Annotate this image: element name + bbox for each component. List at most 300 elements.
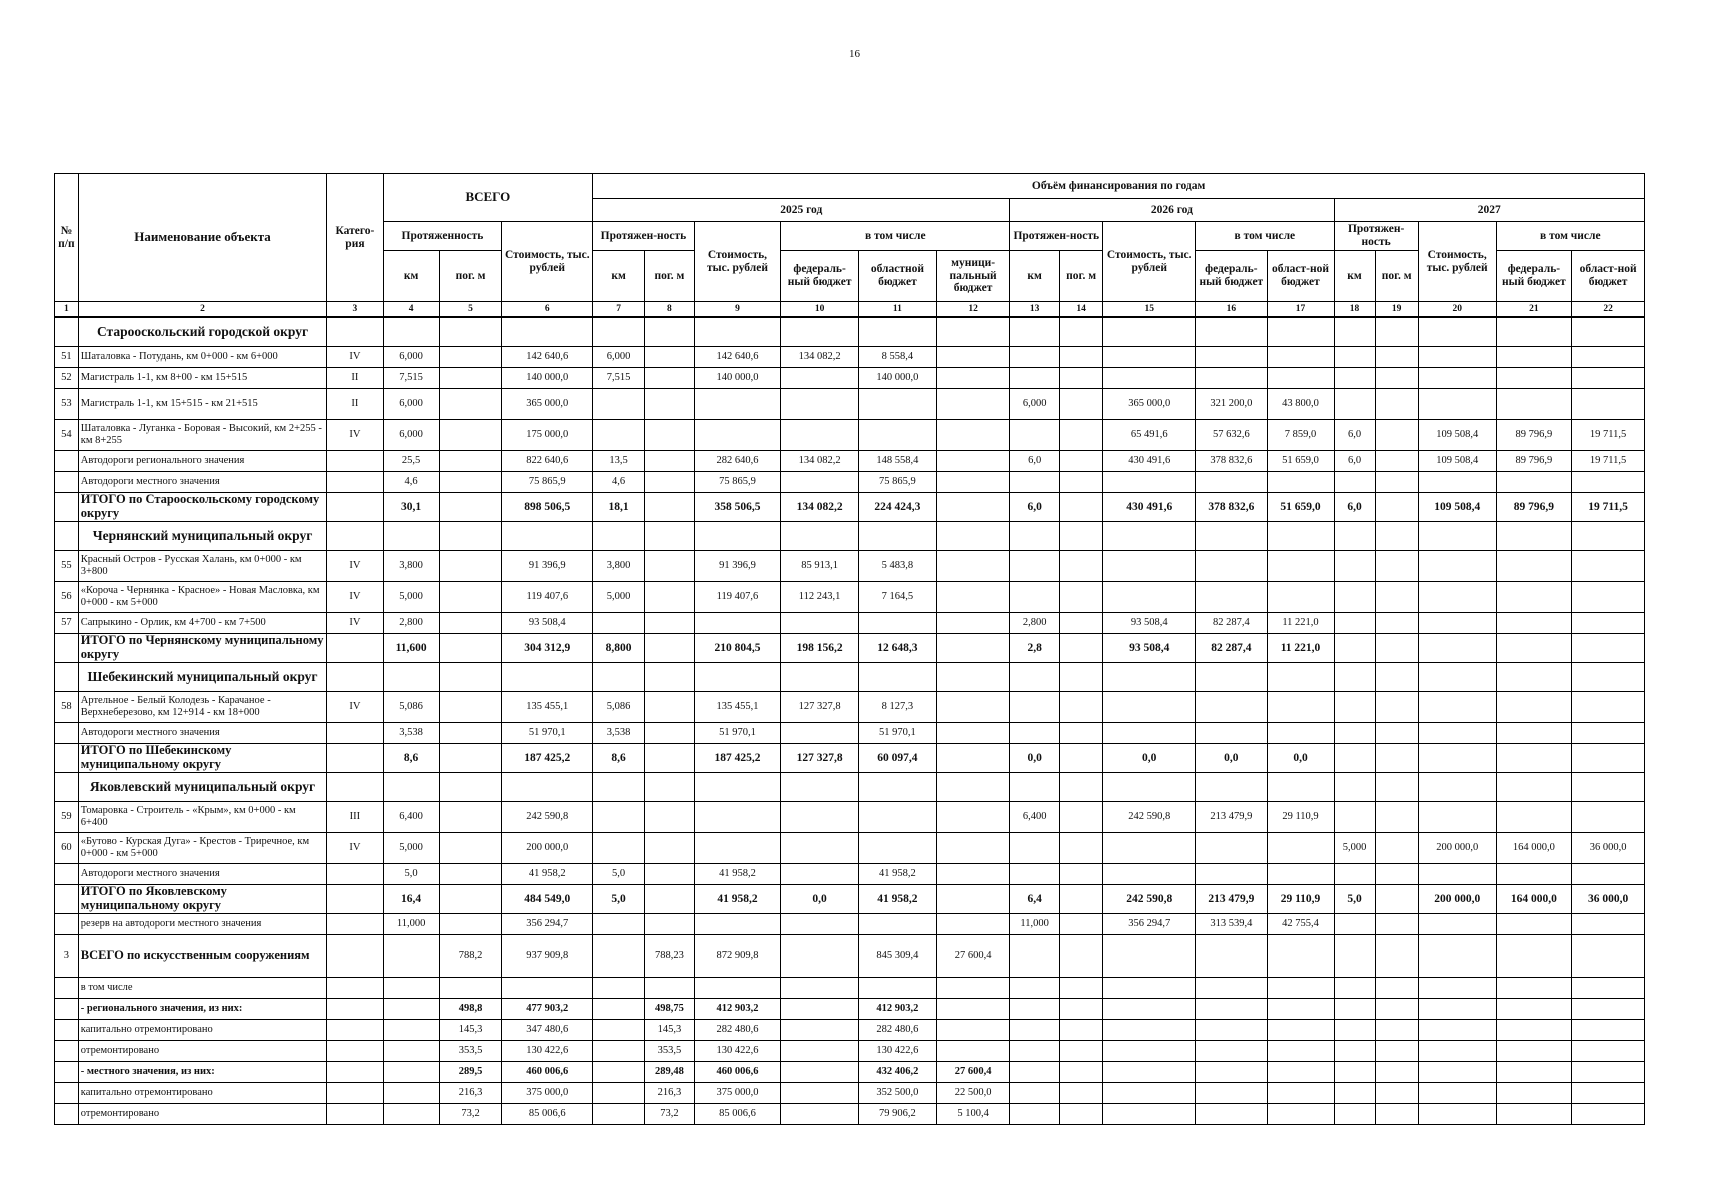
value-cell: 242 590,8 [1103,885,1196,914]
value-cell: 41 958,2 [502,864,593,885]
value-cell [1496,551,1572,582]
value-cell [694,613,780,634]
value-cell [1060,914,1103,935]
table-row [55,864,1645,885]
value-cell [439,692,502,723]
object-name: Автодороги местного значения [78,472,327,493]
value-cell [781,1083,859,1104]
value-cell: 282 640,6 [694,451,780,472]
value-cell: 25,5 [383,451,439,472]
value-cell [645,663,695,692]
value-cell [936,692,1009,723]
value-cell [1375,978,1418,999]
header-cost-total: Стоимость, тыс. рублей [502,222,593,302]
value-cell [439,723,502,744]
value-cell [593,1020,645,1041]
value-cell [645,802,695,833]
value-cell [1418,1020,1496,1041]
value-cell: 134 082,2 [781,493,859,522]
value-cell [439,368,502,389]
value-cell [593,978,645,999]
value-cell [1572,582,1645,613]
category-cell: IV [327,613,383,634]
column-numbers-row [55,302,1645,318]
value-cell [1196,692,1267,723]
value-cell [1103,663,1196,692]
value-cell [1496,1062,1572,1083]
value-cell [1060,634,1103,663]
value-cell [439,885,502,914]
table-row [55,451,1645,472]
value-cell [593,999,645,1020]
value-cell: 85 006,6 [502,1104,593,1125]
value-cell: 0,0 [1267,744,1334,773]
value-cell [1572,347,1645,368]
value-cell: 898 506,5 [502,493,593,522]
value-cell: 353,5 [645,1041,695,1062]
value-cell: 224 424,3 [859,493,937,522]
category-cell: IV [327,347,383,368]
value-cell: 484 549,0 [502,885,593,914]
value-cell [1496,773,1572,802]
value-cell [1060,978,1103,999]
value-cell [1196,1062,1267,1083]
object-name: Сапрыкино - Орлик, км 4+700 - км 7+500 [78,613,327,634]
value-cell: 85 913,1 [781,551,859,582]
value-cell [645,744,695,773]
row-number: 52 [55,368,79,389]
page-number: 16 [849,48,860,60]
object-name: капитально отремонтировано [78,1083,327,1104]
table-row [55,368,1645,389]
value-cell [383,317,439,347]
object-name: резерв на автодороги местного значения [78,914,327,935]
value-cell [1060,723,1103,744]
value-cell [936,472,1009,493]
value-cell [1418,317,1496,347]
value-cell [1010,1041,1060,1062]
value-cell [1496,864,1572,885]
value-cell [439,317,502,347]
value-cell [1496,472,1572,493]
value-cell [936,1041,1009,1062]
value-cell: 356 294,7 [502,914,593,935]
value-cell [1060,885,1103,914]
value-cell [1267,368,1334,389]
value-cell [1010,1020,1060,1041]
value-cell [781,522,859,551]
value-cell: 365 000,0 [1103,389,1196,420]
value-cell [1572,692,1645,723]
value-cell [1103,978,1196,999]
value-cell [1572,389,1645,420]
header-length-2027: Протяжен-ность [1334,222,1418,251]
value-cell [1060,663,1103,692]
value-cell [1572,472,1645,493]
value-cell [645,773,695,802]
value-cell [1267,692,1334,723]
value-cell [439,451,502,472]
value-cell [1196,723,1267,744]
value-cell [1010,1104,1060,1125]
value-cell [936,885,1009,914]
value-cell: 82 287,4 [1196,613,1267,634]
header-federal: федераль-ный бюджет [781,251,859,302]
column-number: 3 [327,302,383,318]
value-cell: 3,800 [593,551,645,582]
value-cell [593,1104,645,1125]
row-number: 51 [55,347,79,368]
value-cell [1496,347,1572,368]
value-cell [781,864,859,885]
value-cell: 51 970,1 [502,723,593,744]
value-cell: 13,5 [593,451,645,472]
value-cell [1334,551,1375,582]
value-cell: 822 640,6 [502,451,593,472]
header-km: км [383,251,439,302]
value-cell: 5,0 [593,885,645,914]
value-cell [383,1083,439,1104]
header-pog-m: пог. м [1060,251,1103,302]
value-cell [1496,802,1572,833]
value-cell [1196,522,1267,551]
value-cell [593,1062,645,1083]
value-cell [645,833,695,864]
value-cell: 498,75 [645,999,695,1020]
value-cell [439,978,502,999]
category-cell: IV [327,420,383,451]
value-cell: 164 000,0 [1496,885,1572,914]
table-row [55,935,1645,978]
value-cell: 82 287,4 [1196,634,1267,663]
value-cell [1267,935,1334,978]
value-cell [1334,978,1375,999]
value-cell [859,317,937,347]
value-cell: 8 558,4 [859,347,937,368]
header-pog-m: пог. м [645,251,695,302]
value-cell: 51 659,0 [1267,451,1334,472]
object-name: Шаталовка - Потудань, км 0+000 - км 6+000 [78,347,327,368]
value-cell [1375,744,1418,773]
value-cell: 3,800 [383,551,439,582]
value-cell: 140 000,0 [859,368,937,389]
value-cell [1334,744,1375,773]
value-cell [936,744,1009,773]
value-cell: 213 479,9 [1196,885,1267,914]
column-number: 18 [1334,302,1375,318]
value-cell [1060,451,1103,472]
value-cell: 5,000 [1334,833,1375,864]
value-cell [1496,522,1572,551]
row-number [55,744,79,773]
value-cell [383,1104,439,1125]
object-name: Магистраль 1-1, км 15+515 - км 21+515 [78,389,327,420]
column-number: 20 [1418,302,1496,318]
value-cell: 5,0 [1334,885,1375,914]
value-cell: 4,6 [593,472,645,493]
value-cell [1267,1020,1334,1041]
value-cell [593,802,645,833]
table-row [55,833,1645,864]
row-number: 54 [55,420,79,451]
object-name: Артельное - Белый Колодезь - Карачаное - Верхнеберезово, км 12+914 - км 18+000 [78,692,327,723]
value-cell: 210 804,5 [694,634,780,663]
category-cell [327,723,383,744]
value-cell [1496,692,1572,723]
value-cell [1418,663,1496,692]
value-cell [936,914,1009,935]
value-cell [1375,551,1418,582]
value-cell [1418,1083,1496,1104]
value-cell [645,389,695,420]
object-name: капитально отремонтировано [78,1020,327,1041]
value-cell [1010,864,1060,885]
value-cell [645,914,695,935]
value-cell [1572,1062,1645,1083]
value-cell [936,389,1009,420]
value-cell [1010,773,1060,802]
value-cell [1496,663,1572,692]
value-cell [1060,472,1103,493]
value-cell [593,522,645,551]
value-cell [1375,864,1418,885]
value-cell [936,864,1009,885]
value-cell: 282 480,6 [694,1020,780,1041]
financing-table [54,173,1645,1125]
category-cell [327,935,383,978]
column-number: 17 [1267,302,1334,318]
value-cell [1267,773,1334,802]
value-cell [1267,663,1334,692]
value-cell [1267,551,1334,582]
value-cell [1060,1062,1103,1083]
value-cell [694,389,780,420]
value-cell [1572,368,1645,389]
table-row [55,723,1645,744]
row-number [55,723,79,744]
value-cell [593,420,645,451]
value-cell [1375,472,1418,493]
value-cell [781,472,859,493]
category-cell: II [327,368,383,389]
value-cell [1572,522,1645,551]
header-pog-m: пог. м [1375,251,1418,302]
value-cell [1196,551,1267,582]
value-cell [645,317,695,347]
value-cell: 6,000 [383,420,439,451]
value-cell [1418,472,1496,493]
column-number: 16 [1196,302,1267,318]
row-number [55,1104,79,1125]
value-cell [439,582,502,613]
value-cell [1196,1041,1267,1062]
object-name: «Бутово - Курская Дуга» - Крестов - Триречное, км 0+000 - км 5+000 [78,833,327,864]
value-cell [1060,802,1103,833]
value-cell [1375,914,1418,935]
value-cell [593,1083,645,1104]
value-cell [936,663,1009,692]
table-row [55,914,1645,935]
value-cell [1196,368,1267,389]
value-cell [1334,1020,1375,1041]
header-year-2026: 2026 год [1010,199,1334,222]
value-cell [593,613,645,634]
value-cell [1375,999,1418,1020]
row-number [55,885,79,914]
value-cell [1010,347,1060,368]
value-cell [1196,773,1267,802]
value-cell [1572,744,1645,773]
value-cell [1010,317,1060,347]
header-cost-2027: Стоимость, тыс. рублей [1418,222,1496,302]
value-cell: 937 909,8 [502,935,593,978]
value-cell [1267,1062,1334,1083]
value-cell: 145,3 [645,1020,695,1041]
value-cell [1375,317,1418,347]
value-cell: 41 958,2 [859,864,937,885]
value-cell: 93 508,4 [1103,634,1196,663]
value-cell [439,347,502,368]
header-regional: областной бюджет [859,251,937,302]
value-cell [1103,472,1196,493]
value-cell [1496,368,1572,389]
value-cell: 7,515 [593,368,645,389]
value-cell [781,773,859,802]
header-num: № п/п [55,174,79,302]
category-cell [327,1041,383,1062]
value-cell [1375,1020,1418,1041]
value-cell [1496,389,1572,420]
value-cell [1572,317,1645,347]
value-cell [383,773,439,802]
row-number: 56 [55,582,79,613]
value-cell [1334,522,1375,551]
value-cell [439,420,502,451]
value-cell: 187 425,2 [502,744,593,773]
value-cell: 460 006,6 [694,1062,780,1083]
value-cell [1103,1104,1196,1125]
value-cell: 242 590,8 [1103,802,1196,833]
value-cell: 65 491,6 [1103,420,1196,451]
value-cell: 5 483,8 [859,551,937,582]
row-number: 59 [55,802,79,833]
object-name: Шебекинский муниципальный округ [78,663,327,692]
value-cell [1103,582,1196,613]
value-cell [1103,864,1196,885]
value-cell [1103,999,1196,1020]
value-cell [1103,347,1196,368]
value-cell [781,935,859,978]
value-cell: 187 425,2 [694,744,780,773]
value-cell [1572,914,1645,935]
object-name: ВСЕГО по искусственным сооружениям [78,935,327,978]
value-cell [645,368,695,389]
object-name: - регионального значения, из них: [78,999,327,1020]
value-cell [1103,317,1196,347]
value-cell [781,1062,859,1083]
value-cell [936,802,1009,833]
table-row [55,692,1645,723]
value-cell: 347 480,6 [502,1020,593,1041]
value-cell: 4,6 [383,472,439,493]
table-row [55,551,1645,582]
value-cell [781,1041,859,1062]
table-row [55,389,1645,420]
value-cell: 289,48 [645,1062,695,1083]
table-row [55,1041,1645,1062]
value-cell: 112 243,1 [781,582,859,613]
value-cell: 22 500,0 [936,1083,1009,1104]
value-cell [936,1020,1009,1041]
category-cell [327,663,383,692]
value-cell [859,522,937,551]
value-cell [1010,1062,1060,1083]
table-row [55,1083,1645,1104]
value-cell: 8 127,3 [859,692,937,723]
value-cell: 6,000 [593,347,645,368]
value-cell: 216,3 [439,1083,502,1104]
value-cell [1267,347,1334,368]
category-cell [327,773,383,802]
value-cell [1060,833,1103,864]
header-km: км [1010,251,1060,302]
value-cell [936,317,1009,347]
value-cell [781,914,859,935]
value-cell: 432 406,2 [859,1062,937,1083]
column-number: 22 [1572,302,1645,318]
value-cell [1103,935,1196,978]
value-cell [1060,347,1103,368]
value-cell [1418,551,1496,582]
value-cell [645,864,695,885]
value-cell [1334,389,1375,420]
value-cell [1375,368,1418,389]
value-cell [936,773,1009,802]
value-cell [439,634,502,663]
value-cell [1375,1062,1418,1083]
value-cell [936,347,1009,368]
value-cell [1267,472,1334,493]
column-number: 7 [593,302,645,318]
category-cell: IV [327,551,383,582]
value-cell [1418,389,1496,420]
value-cell [1334,663,1375,692]
row-number [55,999,79,1020]
value-cell [1010,999,1060,1020]
value-cell: 7 164,5 [859,582,937,613]
value-cell [502,978,593,999]
value-cell [383,1062,439,1083]
value-cell [1267,978,1334,999]
value-cell [1103,833,1196,864]
value-cell: 16,4 [383,885,439,914]
value-cell [383,522,439,551]
value-cell [1267,582,1334,613]
value-cell [645,582,695,613]
value-cell [439,522,502,551]
value-cell [645,493,695,522]
value-cell: 57 632,6 [1196,420,1267,451]
value-cell: 127 327,8 [781,744,859,773]
table-row [55,999,1645,1020]
object-name: Яковлевский муниципальный округ [78,773,327,802]
column-number: 9 [694,302,780,318]
value-cell [383,999,439,1020]
header-regional-short: област-ной бюджет [1267,251,1334,302]
header-name: Наименование объекта [78,174,327,302]
value-cell [1334,1041,1375,1062]
value-cell [439,389,502,420]
